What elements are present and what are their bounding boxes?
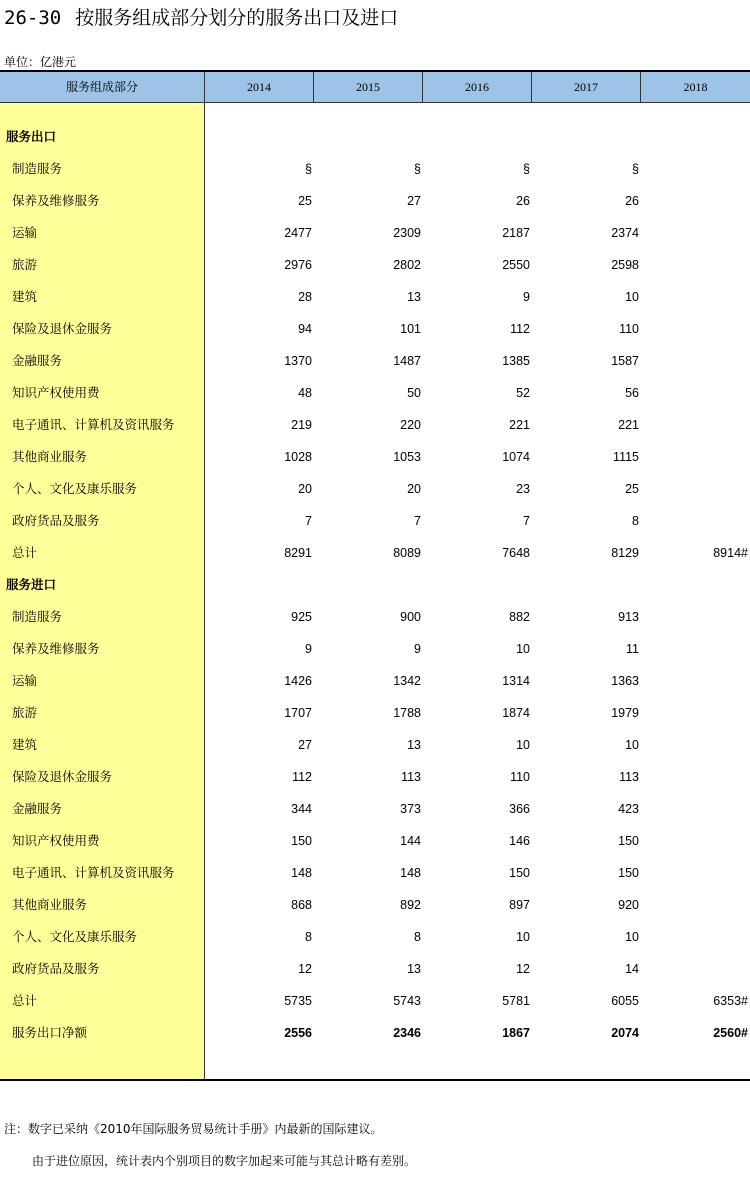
cell-2017: 113	[619, 770, 639, 784]
row-label: 保险及退休金服务	[12, 769, 113, 784]
cell-2014: 1028	[284, 450, 312, 464]
table-row	[0, 249, 750, 281]
header-divider	[422, 72, 423, 102]
row-label: 政府货品及服务	[12, 961, 100, 976]
cell-2014: 148	[291, 866, 312, 880]
cell-2015: 50	[407, 386, 421, 400]
cell-2016: 10	[516, 930, 530, 944]
cell-2015: 2802	[393, 258, 421, 272]
table-row	[0, 281, 750, 313]
table-row	[0, 665, 750, 697]
unit-label: 单位：亿港元	[4, 55, 77, 69]
table-row	[0, 825, 750, 857]
cell-2016: 1314	[502, 674, 530, 688]
cell-2016: 7	[523, 514, 530, 528]
cell-2016: 7648	[502, 546, 530, 560]
section-header-row	[0, 121, 750, 153]
cell-2015: 7	[414, 514, 421, 528]
cell-2016: 221	[509, 418, 530, 432]
cell-2015: 113	[401, 770, 421, 784]
cell-2017: 6055	[611, 994, 639, 1008]
cell-2015: 8	[414, 930, 421, 944]
row-label: 电子通讯、计算机及资讯服务	[12, 865, 175, 880]
cell-2017: 920	[618, 898, 639, 912]
cell-2017: 913	[618, 610, 639, 624]
table-row	[0, 985, 750, 1017]
header-label: 服务组成部分	[65, 80, 138, 94]
row-label: 运输	[12, 225, 38, 240]
cell-2016: §	[523, 162, 530, 176]
cell-2015: 101	[400, 322, 421, 336]
row-label: 保养及维修服务	[12, 641, 100, 656]
section-header-row	[0, 569, 750, 601]
cell-2015: 1053	[393, 450, 421, 464]
cell-2016: 9	[523, 290, 530, 304]
cell-2015: 9	[414, 642, 421, 656]
cell-2016: 150	[509, 866, 530, 880]
cell-2014: 27	[298, 738, 312, 752]
header-divider	[204, 72, 205, 102]
cell-2016: 23	[516, 482, 530, 496]
header-divider	[531, 72, 532, 102]
row-label: 运输	[12, 673, 38, 688]
table-row	[0, 633, 750, 665]
table-row	[0, 505, 750, 537]
cell-2014: 219	[291, 418, 312, 432]
row-label: 金融服务	[12, 801, 63, 816]
cell-2015: 220	[400, 418, 421, 432]
table-header	[0, 72, 750, 103]
cell-2014: 8291	[284, 546, 312, 560]
cell-2014: 7	[305, 514, 312, 528]
table-row	[0, 697, 750, 729]
cell-2017: 26	[625, 194, 639, 208]
cell-2014: 1426	[284, 674, 312, 688]
cell-2015: 8089	[393, 546, 421, 560]
cell-2017: 150	[618, 866, 639, 880]
header-divider	[313, 72, 314, 102]
header-divider	[640, 72, 641, 102]
table-title: 按服务组成部分划分的服务出口及进口	[75, 7, 399, 29]
table-row	[0, 345, 750, 377]
cell-2017: 25	[625, 482, 639, 496]
table-row	[0, 729, 750, 761]
table-row	[0, 921, 750, 953]
cell-2014: 1370	[284, 354, 312, 368]
bottom-rule	[0, 1079, 750, 1081]
header-year-2014: 2014	[247, 80, 271, 94]
cell-2014: 2477	[284, 226, 312, 240]
row-label: 个人、文化及康乐服务	[12, 481, 138, 496]
row-label: 旅游	[12, 705, 38, 720]
cell-2015: 148	[400, 866, 421, 880]
cell-2016: 26	[516, 194, 530, 208]
cell-2015: 13	[407, 738, 421, 752]
cell-2016: 52	[516, 386, 530, 400]
row-label: 政府货品及服务	[12, 513, 100, 528]
cell-2017: 221	[618, 418, 639, 432]
cell-2017: 2074	[611, 1026, 639, 1040]
table-row	[0, 441, 750, 473]
cell-2015: 5743	[393, 994, 421, 1008]
cell-2017: 1979	[611, 706, 639, 720]
cell-2017: 10	[625, 930, 639, 944]
table-row	[0, 953, 750, 985]
cell-2014: 8	[305, 930, 312, 944]
cell-2016: 2187	[502, 226, 530, 240]
cell-2017: 56	[625, 386, 639, 400]
cell-2015: 2309	[393, 226, 421, 240]
cell-2017: 8129	[611, 546, 639, 560]
cell-2016: 1385	[502, 354, 530, 368]
table-row	[0, 889, 750, 921]
cell-2016: 1074	[502, 450, 530, 464]
row-label: 其他商业服务	[12, 897, 88, 912]
cell-2016: 10	[516, 642, 530, 656]
cell-2016: 110	[510, 770, 530, 784]
page-title	[4, 4, 398, 32]
cell-2015: 13	[407, 962, 421, 976]
cell-2017: 423	[618, 802, 639, 816]
cell-2014: 2976	[284, 258, 312, 272]
cell-2018: 8914#	[713, 546, 748, 560]
cell-2016: 112	[510, 322, 530, 336]
row-label: 服务出口净额	[12, 1025, 88, 1040]
cell-2015: 27	[407, 194, 421, 208]
row-label: 保险及退休金服务	[12, 321, 113, 336]
table-body	[0, 121, 750, 1049]
header-year-2016: 2016	[465, 80, 489, 94]
table-row	[0, 313, 750, 345]
cell-2017: 1587	[611, 354, 639, 368]
cell-2016: 12	[516, 962, 530, 976]
table-number: 26-30	[4, 7, 62, 29]
cell-2015: 2346	[393, 1026, 421, 1040]
table-row	[0, 217, 750, 249]
cell-2014: 112	[292, 770, 312, 784]
cell-2014: 344	[291, 802, 312, 816]
cell-2014: 48	[298, 386, 312, 400]
row-label: 保养及维修服务	[12, 193, 100, 208]
cell-2018: 2560#	[713, 1026, 748, 1040]
table-row	[0, 537, 750, 569]
row-label: 金融服务	[12, 353, 63, 368]
table-row	[0, 857, 750, 889]
cell-2016: 366	[509, 802, 530, 816]
table-row	[0, 153, 750, 185]
cell-2014: 868	[291, 898, 312, 912]
cell-2014: 2556	[284, 1026, 312, 1040]
cell-2015: 900	[400, 610, 421, 624]
cell-2016: 146	[509, 834, 530, 848]
table-row	[0, 377, 750, 409]
cell-2018: 6353#	[713, 994, 748, 1008]
header-year-2018: 2018	[683, 80, 708, 94]
row-label: 总计	[12, 545, 38, 560]
cell-2015: 373	[400, 802, 421, 816]
cell-2014: 5735	[284, 994, 312, 1008]
cell-2016: 5781	[502, 994, 530, 1008]
cell-2017: 10	[625, 290, 639, 304]
cell-2016: 1874	[502, 706, 530, 720]
cell-2015: 20	[407, 482, 421, 496]
cell-2017: 10	[625, 738, 639, 752]
cell-2017: 150	[618, 834, 639, 848]
footnote: 注：数字已采纳《2010年国际服务贸易统计手册》内最新的国际建议。	[4, 1122, 383, 1136]
cell-2015: 144	[400, 834, 421, 848]
row-label: 其他商业服务	[12, 449, 88, 464]
cell-2017: 14	[625, 962, 639, 976]
row-label: 旅游	[12, 257, 38, 272]
cell-2014: 9	[305, 642, 312, 656]
row-label: 电子通讯、计算机及资讯服务	[12, 417, 175, 432]
table-row	[0, 473, 750, 505]
cell-2015: §	[414, 162, 421, 176]
cell-2016: 882	[509, 610, 530, 624]
row-label: 知识产权使用费	[12, 833, 100, 848]
row-label: 服务进口	[6, 577, 57, 592]
row-label: 知识产权使用费	[12, 385, 100, 400]
row-label: 建筑	[12, 737, 38, 752]
cell-2017: 11	[626, 642, 639, 656]
row-label: 制造服务	[12, 609, 63, 624]
table-row	[0, 761, 750, 793]
header-year-2017: 2017	[574, 80, 598, 94]
cell-2014: 1707	[284, 706, 312, 720]
cell-2014: 925	[291, 610, 312, 624]
cell-2017: 1363	[611, 674, 639, 688]
table-row	[0, 409, 750, 441]
cell-2015: 1342	[393, 674, 421, 688]
cell-2016: 1867	[502, 1026, 530, 1040]
table-row	[0, 185, 750, 217]
cell-2017: 8	[632, 514, 639, 528]
cell-2014: 20	[298, 482, 312, 496]
net-total-row	[0, 1017, 750, 1049]
row-label: 个人、文化及康乐服务	[12, 929, 138, 944]
cell-2015: 13	[407, 290, 421, 304]
cell-2015: 1788	[393, 706, 421, 720]
row-label: 总计	[12, 993, 38, 1008]
cell-2015: 892	[400, 898, 421, 912]
footnote: 由于进位原因，统计表内个别项目的数字加起来可能与其总计略有差别。	[32, 1154, 417, 1168]
row-label: 建筑	[12, 289, 38, 304]
cell-2014: 12	[298, 962, 312, 976]
cell-2014: 150	[291, 834, 312, 848]
row-label: 制造服务	[12, 161, 63, 176]
cell-2014: §	[305, 162, 312, 176]
cell-2016: 897	[509, 898, 530, 912]
cell-2016: 2550	[502, 258, 530, 272]
cell-2016: 10	[516, 738, 530, 752]
cell-2017: 110	[619, 322, 639, 336]
cell-2014: 28	[298, 290, 312, 304]
row-label: 服务出口	[6, 129, 57, 144]
table-row	[0, 601, 750, 633]
header-year-2015: 2015	[356, 80, 380, 94]
cell-2015: 1487	[393, 354, 421, 368]
table-row	[0, 793, 750, 825]
cell-2017: §	[632, 162, 639, 176]
cell-2017: 2598	[611, 258, 639, 272]
cell-2017: 1115	[613, 450, 639, 464]
cell-2014: 25	[298, 194, 312, 208]
cell-2017: 2374	[611, 226, 639, 240]
cell-2014: 94	[298, 322, 312, 336]
